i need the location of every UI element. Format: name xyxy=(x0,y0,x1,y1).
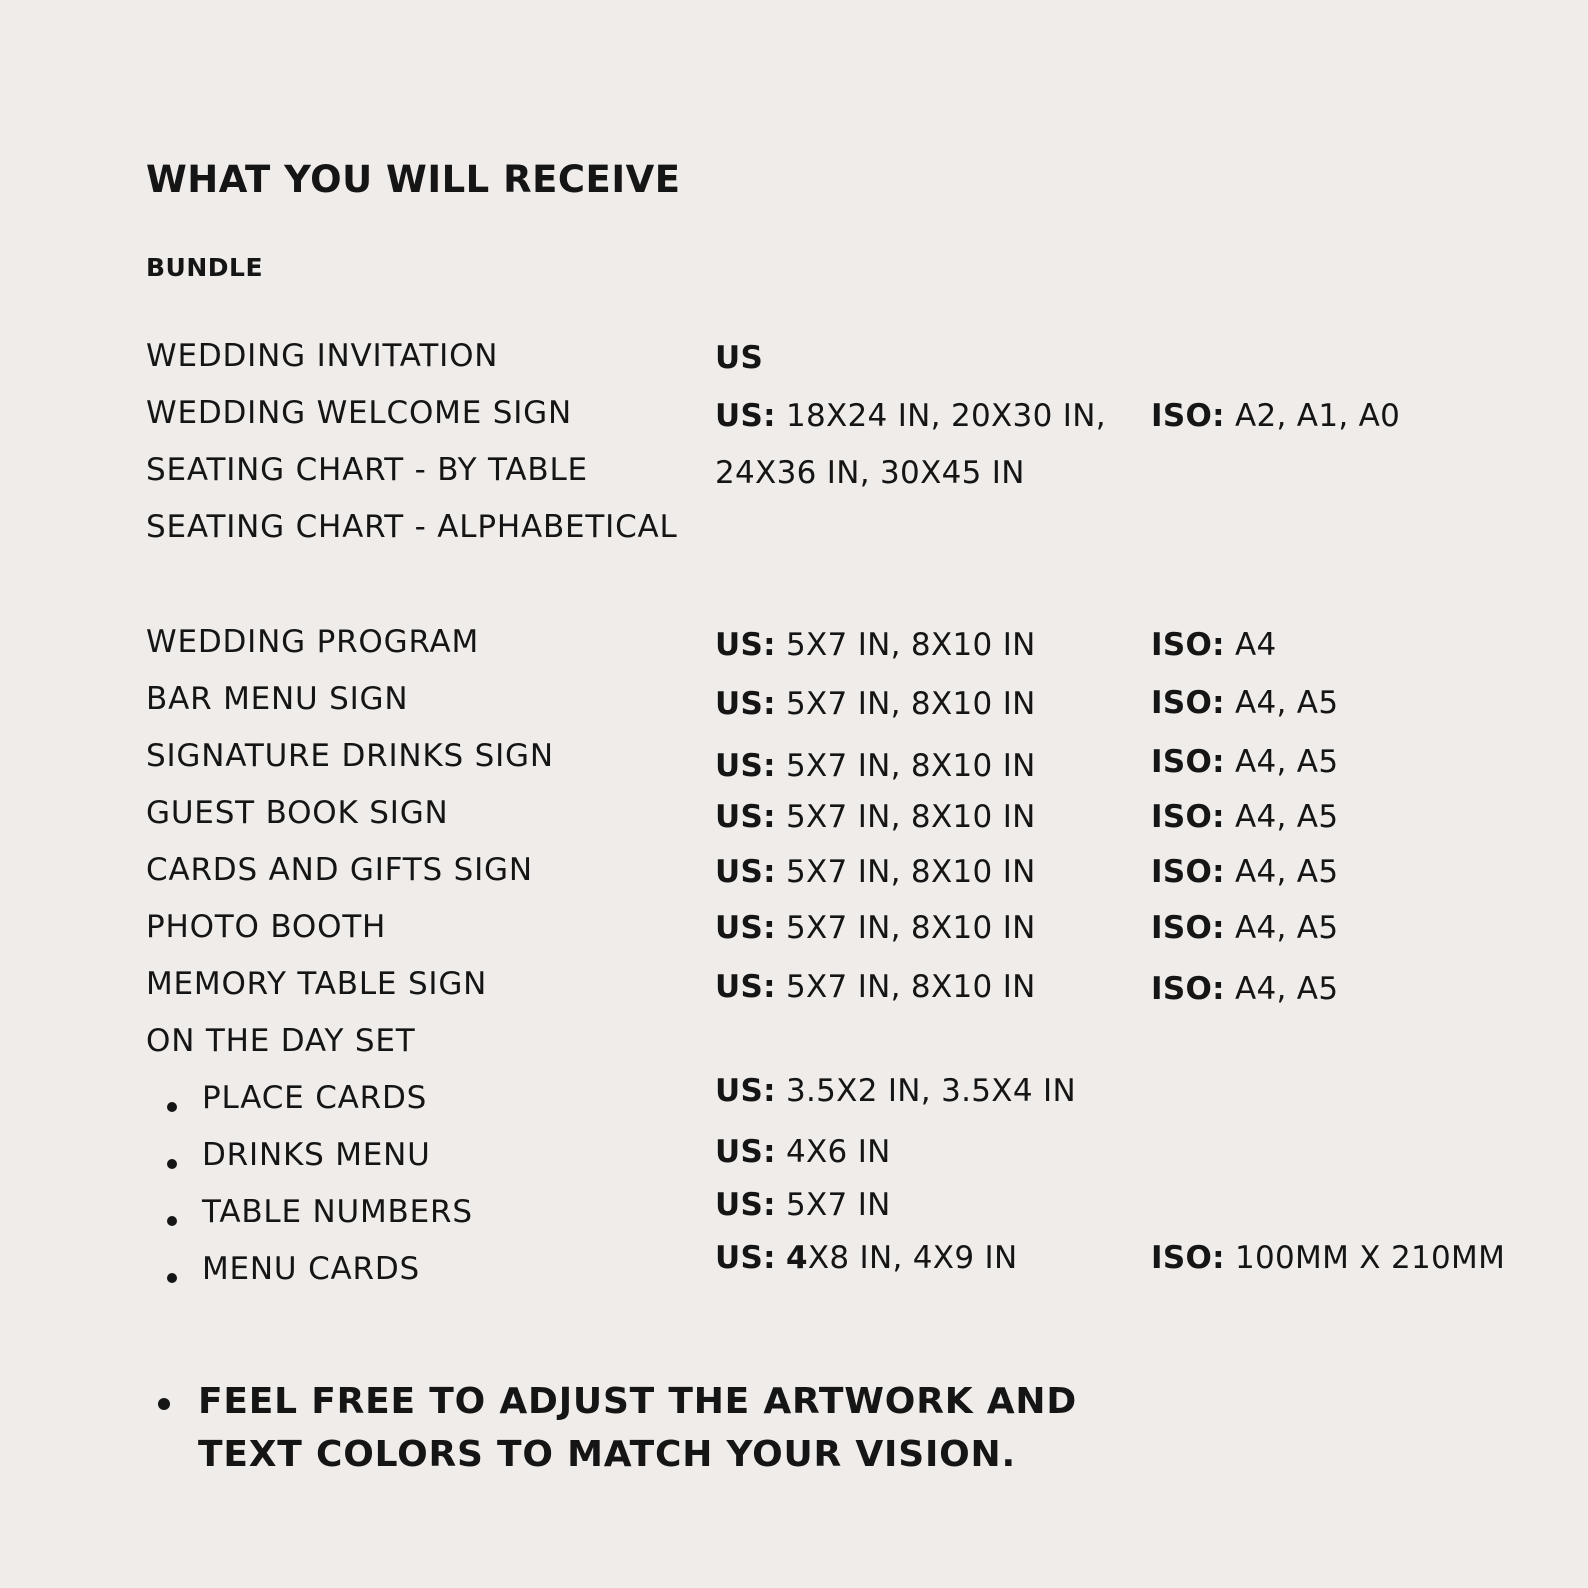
us-size-drinks-menu: US: 4X6 IN xyxy=(715,1134,891,1170)
us-size-bar-menu: US: 5X7 IN, 8X10 IN xyxy=(715,686,1036,722)
iso-size-program: ISO: A4 xyxy=(1151,627,1277,663)
item-photo-booth: PHOTO BOOTH xyxy=(146,909,387,945)
item-wedding-welcome-sign: WEDDING WELCOME SIGN xyxy=(146,395,572,431)
sub-item-table-numbers: TABLE NUMBERS xyxy=(202,1194,473,1230)
iso-size-photo-booth: ISO: A4, A5 xyxy=(1151,910,1339,946)
us-size-program: US: 5X7 IN, 8X10 IN xyxy=(715,627,1036,663)
item-cards-and-gifts-sign: CARDS AND GIFTS SIGN xyxy=(146,852,533,888)
us-size-table-numbers: US: 5X7 IN xyxy=(715,1187,891,1223)
item-wedding-program: WEDDING PROGRAM xyxy=(146,624,480,660)
us-size-memory-table: US: 5X7 IN, 8X10 IN xyxy=(715,969,1036,1005)
iso-size-signature-drinks: ISO: A4, A5 xyxy=(1151,744,1339,780)
us-size-large-line2: 24X36 IN, 30X45 IN xyxy=(715,455,1025,491)
item-seating-chart-by-table: SEATING CHART - BY TABLE xyxy=(146,452,588,488)
item-bar-menu-sign: BAR MENU SIGN xyxy=(146,681,409,717)
us-size-guest-book: US: 5X7 IN, 8X10 IN xyxy=(715,799,1036,835)
iso-size-large: ISO: A2, A1, A0 xyxy=(1151,398,1401,434)
iso-size-bar-menu: ISO: A4, A5 xyxy=(1151,685,1339,721)
sub-item-menu-cards: MENU CARDS xyxy=(202,1251,421,1287)
item-signature-drinks-sign: SIGNATURE DRINKS SIGN xyxy=(146,738,554,774)
us-size-cards-gifts: US: 5X7 IN, 8X10 IN xyxy=(715,854,1036,890)
iso-size-memory-table: ISO: A4, A5 xyxy=(1151,971,1339,1007)
bullet-icon xyxy=(167,1216,177,1226)
item-wedding-invitation: WEDDING INVITATION xyxy=(146,338,499,374)
note-line-2: TEXT COLORS TO MATCH YOUR VISION. xyxy=(198,1434,1016,1475)
iso-size-guest-book: ISO: A4, A5 xyxy=(1151,799,1339,835)
page-title: WHAT YOU WILL RECEIVE xyxy=(146,158,681,201)
note-bullet-icon xyxy=(158,1398,170,1410)
bullet-icon xyxy=(167,1159,177,1169)
us-size-photo-booth: US: 5X7 IN, 8X10 IN xyxy=(715,910,1036,946)
bundle-heading: BUNDLE xyxy=(146,253,264,282)
item-on-the-day-set: ON THE DAY SET xyxy=(146,1023,416,1059)
bullet-icon xyxy=(167,1102,177,1112)
us-size-large-line1: US: 18X24 IN, 20X30 IN, xyxy=(715,398,1106,434)
us-size-signature-drinks: US: 5X7 IN, 8X10 IN xyxy=(715,748,1036,784)
item-guest-book-sign: GUEST BOOK SIGN xyxy=(146,795,449,831)
note-line-1: FEEL FREE TO ADJUST THE ARTWORK AND xyxy=(198,1381,1078,1422)
us-size-menu-cards: US: 4X8 IN, 4X9 IN xyxy=(715,1240,1018,1276)
us-size-invitation: US xyxy=(715,340,764,376)
sub-item-drinks-menu: DRINKS MENU xyxy=(202,1137,431,1173)
us-size-place-cards: US: 3.5X2 IN, 3.5X4 IN xyxy=(715,1073,1076,1109)
item-memory-table-sign: MEMORY TABLE SIGN xyxy=(146,966,488,1002)
sub-item-place-cards: PLACE CARDS xyxy=(202,1080,428,1116)
bullet-icon xyxy=(167,1273,177,1283)
iso-size-cards-gifts: ISO: A4, A5 xyxy=(1151,854,1339,890)
item-seating-chart-alphabetical: SEATING CHART - ALPHABETICAL xyxy=(146,509,678,545)
iso-size-menu-cards: ISO: 100MM X 210MM xyxy=(1151,1240,1506,1276)
